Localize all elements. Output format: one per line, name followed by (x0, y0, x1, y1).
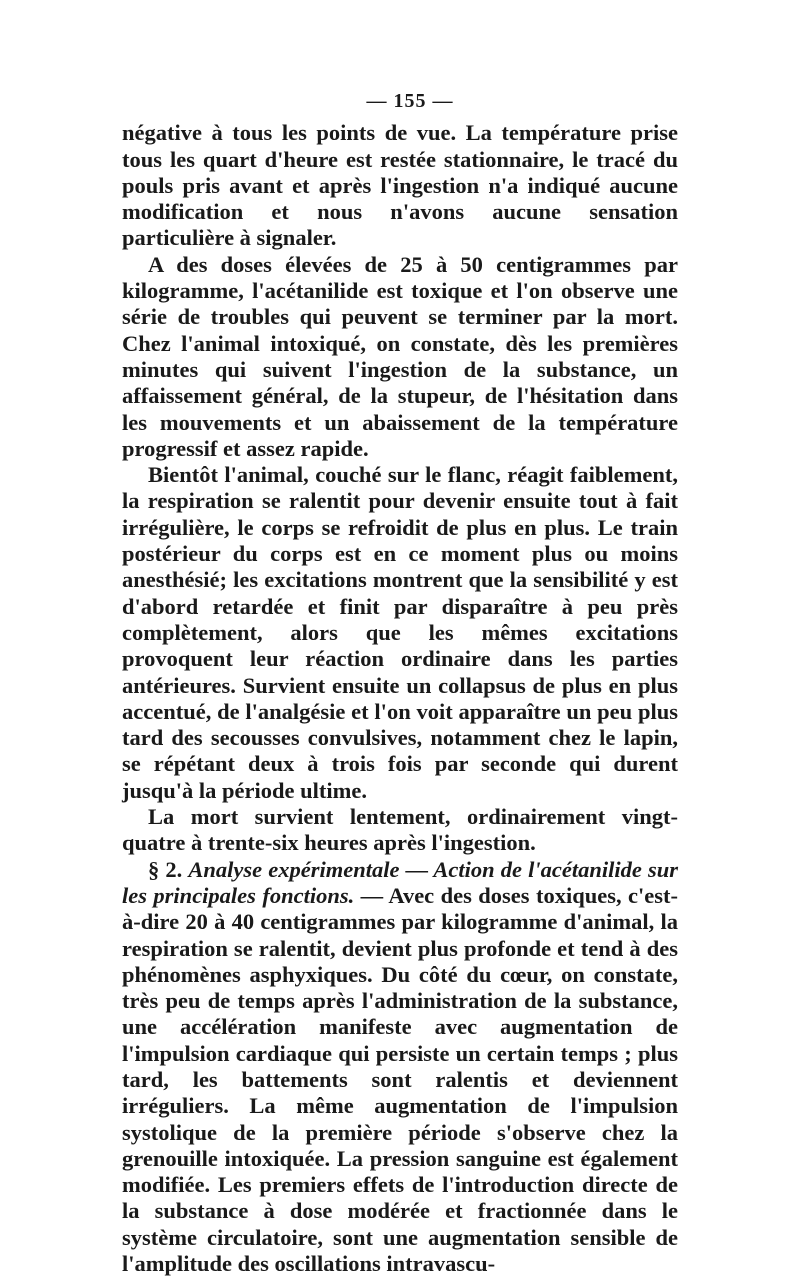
book-page (122, 88, 678, 1277)
paragraph-3: Bientôt l'animal, couché sur le flanc, réagit faiblement, la respiration se ralentit pour devenir ensuite tout à fait irrégulière, le corps se refroidit de plus en plus. Le train postérieur du corps est en ce moment plus ou moins anesthésié; les excitations montrent que la sensibilité y est d'abord retardée et finit par disparaître à peu près complètement, alors que les mêmes excitations provoquent leur réaction ordinaire dans les parties antérieures. Survient ensuite un collapsus de plus en plus accentué, de l'analgésie et l'on voit apparaître un peu plus tard des secousses convulsives, notamment chez le lapin, se répétant deux à trois fois par seconde qui durent jusqu'à la période ultime. (122, 462, 678, 803)
section-paragraph (122, 857, 678, 1277)
section-title: Analyse expérimentale — Action de l'acétanilide sur les principales fonctions. (122, 856, 679, 908)
section-text: — Avec des doses toxiques, c'est-à-dire 20 à 40 centigrammes par kilogramme d'animal, la respiration se ralentit, devient plus profonde et tend à des phénomènes asphyxiques. Du côté du cœur, on constate, très peu de temps après l'administration de la substance, une accélération manifeste avec augmentation de l'impulsion cardiaque qui persiste un certain temps ; plus tard, les battements sont ralentis et deviennent irréguliers. La même augmentation de l'impulsion systolique de la première période s'observe chez la grenouille intoxiquée. La pression sanguine est également modifiée. Les premiers effets de l'introduction directe de la substance à dose modérée et fractionnée dans le système circulatoire, sont une augmentation sensible de l'amplitude des oscillations intravascu- (122, 882, 678, 1277)
paragraph-4: La mort survient lentement, ordinairement vingt-quatre à trente-six heures après l'ingestion. (122, 804, 678, 856)
paragraph-1: négative à tous les points de vue. La température prise tous les quart d'heure est restée stationnaire, le tracé du pouls pris avant et après l'ingestion n'a indiqué aucune modification et nous n'avons aucune sensation particulière à signaler. (122, 120, 678, 251)
section-number: § 2. (148, 856, 189, 882)
page-number: — 155 — (366, 90, 454, 112)
paragraph-2: A des doses élevées de 25 à 50 centigrammes par kilogramme, l'acétanilide est toxique et l'on observe une série de troubles qui peuvent se terminer par la mort. Chez l'animal intoxiqué, on constate, dès les premières minutes qui suivent l'ingestion de la substance, un affaissement général, de la stupeur, de l'hésitation dans les mouvements et un abaissement de la température progressif et assez rapide. (122, 251, 678, 461)
